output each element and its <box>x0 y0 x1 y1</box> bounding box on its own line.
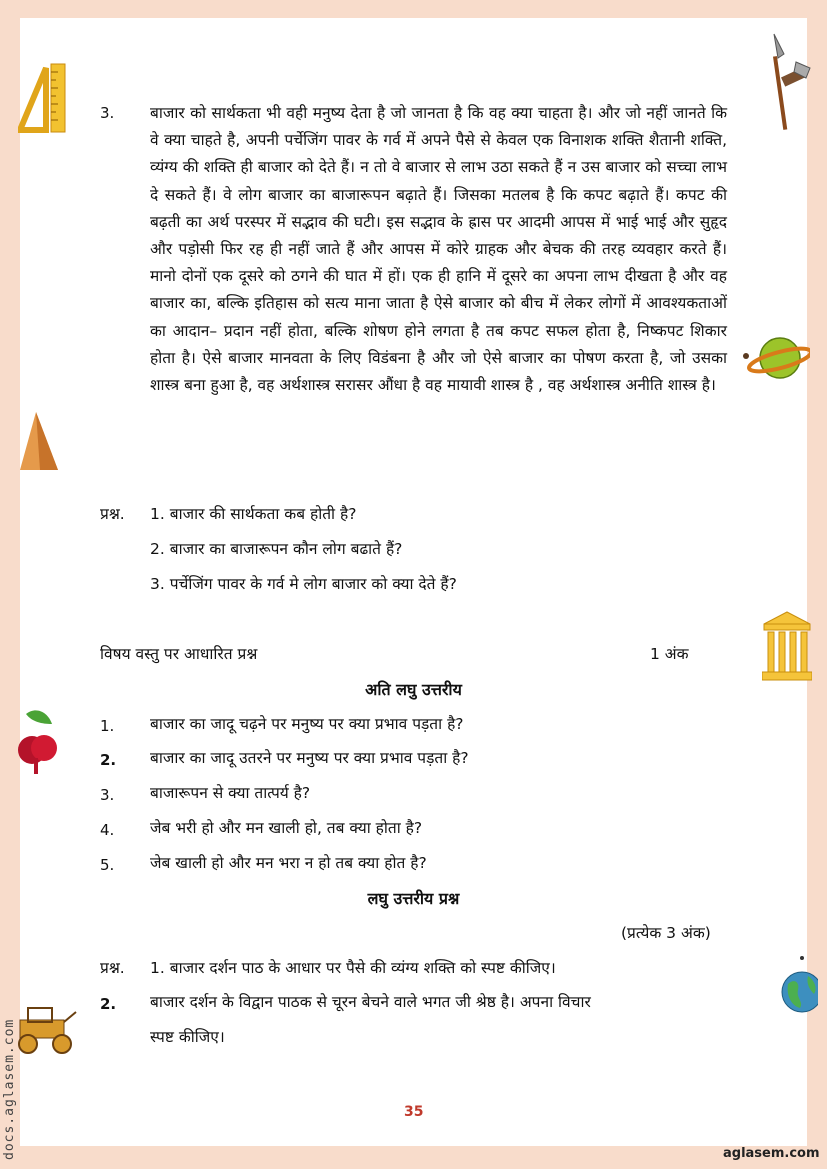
very-short-heading: अति लघु उत्तरीय <box>365 680 462 699</box>
very-short-question-2: बाजार का जादू उतरने पर मनुष्य पर क्या प्रभाव पड़ता है? <box>150 749 469 767</box>
short-question-1: 1. बाजार दर्शन पाठ के आधार पर पैसे की व्यंग्य शक्ति को स्पष्ट कीजिए। <box>150 959 556 977</box>
page-number: 35 <box>404 1104 424 1120</box>
very-short-question-5: जेब खाली हो और मन भरा न हो तब क्या होत है? <box>150 854 427 872</box>
short-question-2-line-2: स्पष्ट कीजिए। <box>150 1028 225 1046</box>
passage-questions-label: प्रश्न. <box>100 505 125 523</box>
short-marks: (प्रत्येक 3 अंक) <box>621 924 711 942</box>
passage-question-1: 1. बाजार की सार्थकता कब होती है? <box>150 505 357 523</box>
very-short-num-5: 5. <box>100 856 115 874</box>
very-short-num-1: 1. <box>100 717 115 735</box>
planet-saturn-icon <box>740 328 810 388</box>
globe-icon <box>778 952 818 1022</box>
stone-tools-icon <box>768 32 813 132</box>
very-short-num-4: 4. <box>100 821 115 839</box>
section-title: विषय वस्तु पर आधारित प्रश्न <box>100 645 258 663</box>
very-short-num-3: 3. <box>100 786 115 804</box>
very-short-question-4: जेब भरी हो और मन खाली हो, तब क्या होता है? <box>150 819 423 837</box>
very-short-num-2: 2. <box>100 751 117 769</box>
passage-number: 3. <box>100 104 115 122</box>
site-name: aglasem.com <box>723 1146 820 1161</box>
vintage-car-icon <box>14 1000 84 1056</box>
short-heading: लघु उत्तरीय प्रश्न <box>367 889 460 908</box>
pyramid-icon <box>18 410 60 472</box>
passage-text: बाजार को सार्थकता भी वही मनुष्य देता है जो जानता है कि वह क्या चाहता है। और जो नहीं जानते कि वे क्या चाहते है, अपनी पर्चेजिंग पावर के गर्व में अपने पैसे से केवल एक विनाशक शक्ति शैतानी शक्ति, व्यंग्य की शक्ति ही बाजार को देते हैं। न तो वे बाजार से लाभ उठा सकते हैं न उस बाजार को सच्चा लाभ दे सकते हैं। वे लोग बाजार का बाजारूपन बढ़ाते हैं। जिसका मतलब है कि कपट बढ़ाते हैं। कपट की बढ़ती का अर्थ परस्पर में सद्भाव की घटी। इस सद्भाव के ह्रास पर आदमी आपस में भाई भाई और सुहृद और पड़ोसी फिर रह ही नहीं जाते हैं और आपस में कोरे ग्राहक और बेचक की तरह व्यवहार करते हैं। मानो दोनों एक दूसरे को ठगने की घात में हों। एक ही हानि में दूसरे का अपना लाभ दीखता है और वह बाजार का, बल्कि इतिहास को सत्य माना जाता है ऐसे बाजार को बीच में लेकर लोगों में आवश्यकताओं का आदान– प्रदान नहीं होता, बल्कि शोषण होने लगता है तब कपट सफल होता है, निष्कपट शिकार होता है। ऐसे बाजार मानवता के लिए विडंबना है और जो ऐसे बाजार का पोषण करता है, जो उसका शास्त्र बना हुआ है, वह अर्थशास्त्र सरासर औंधा है वह मायावी शास्त्र है , वह अर्थशास्त्र अनीति शास्त्र है। <box>150 104 727 395</box>
passage-question-2: 2. बाजार का बाजारूपन कौन लोग बढाते हैं? <box>150 540 403 558</box>
apple-icon <box>18 706 60 776</box>
greek-temple-icon <box>762 610 812 682</box>
short-question-2-line-1: बाजार दर्शन के विद्वान पाठक से चूरन बेचने वाले भगत जी श्रेष्ठ है। अपना विचार <box>150 993 591 1011</box>
passage-question-3: 3. पर्चेजिंग पावर के गर्व मे लोग बाजार को क्या देते हैं? <box>150 575 457 593</box>
watermark-text: docs.aglasem.com <box>2 1018 17 1160</box>
ruler-set-square-icon <box>18 60 68 135</box>
short-question-label: प्रश्न. <box>100 959 125 977</box>
short-question-2-number: 2. <box>100 995 117 1013</box>
section-marks: 1 अंक <box>650 645 689 663</box>
very-short-question-1: बाजार का जादू चढ़ने पर मनुष्य पर क्या प्रभाव पड़ता है? <box>150 715 464 733</box>
very-short-question-3: बाजारूपन से क्या तात्पर्य है? <box>150 784 311 802</box>
